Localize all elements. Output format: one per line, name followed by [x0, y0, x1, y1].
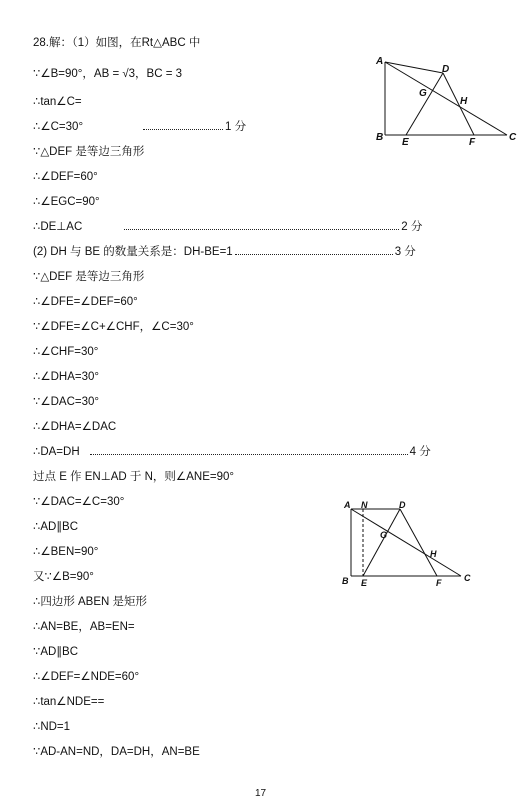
point-label-b: B: [342, 576, 349, 586]
solution-line: ∵△DEF 是等边三角形: [33, 146, 145, 158]
solution-line: ∵AD∥BC: [33, 646, 79, 658]
solution-line: ∴tan∠C=: [33, 96, 82, 108]
solution-line: 28.解：（1）如图，在Rt△ABC 中: [33, 37, 201, 49]
point-label-g: G: [419, 88, 427, 99]
solution-line: ∵∠DAC=30°: [33, 396, 100, 408]
solution-line: ∴∠DHA=∠DAC: [33, 421, 117, 433]
segment-de: [406, 73, 443, 135]
solution-line: (2) DH 与 BE 的数量关系是：DH-BE=1 3 分: [33, 246, 416, 258]
solution-line: ∴AD∥BC: [33, 521, 79, 533]
point-label-e: E: [361, 578, 368, 588]
solution-line: ∴∠DHA=30°: [33, 371, 100, 383]
solution-line: ∴∠DFE=∠DEF=60°: [33, 296, 138, 308]
solution-line: ∵∠DAC=∠C=30°: [33, 496, 125, 508]
point-label-e: E: [402, 137, 409, 148]
geometry-figure-1: [370, 52, 520, 152]
solution-line: ∴DE⊥AC 2 分: [33, 221, 423, 233]
score-mark: 3 分: [394, 246, 416, 258]
point-label-h: H: [430, 549, 437, 559]
point-label-h: H: [460, 96, 468, 107]
solution-line: ∵△DEF 是等边三角形: [33, 271, 145, 283]
leader-dots: [90, 448, 408, 455]
solution-line: ∴∠DEF=60°: [33, 171, 98, 183]
score-mark: 4 分: [409, 446, 431, 458]
point-label-a: A: [344, 500, 351, 510]
point-label-c: C: [509, 132, 517, 143]
solution-line: ∴四边形 ABEN 是矩形: [33, 596, 148, 608]
point-label-c: C: [464, 573, 471, 583]
score-mark: 1 分: [225, 121, 247, 133]
point-label-n: N: [361, 500, 368, 510]
point-label-d: D: [442, 64, 450, 75]
solution-line: ∴ND=1: [33, 721, 71, 733]
point-label-g: G: [380, 530, 388, 540]
point-label-a: A: [376, 56, 384, 67]
geometry-figure-2: [335, 495, 480, 590]
solution-line: ∴AN=BE，AB=EN=: [33, 621, 135, 633]
point-label-b: B: [376, 132, 384, 143]
solution-line: 过点 E 作 EN⊥AD 于 N，则∠ANE=90°: [33, 471, 234, 483]
solution-line: ∴DA=DH 4 分: [33, 446, 431, 458]
solution-line: ∴∠CHF=30°: [33, 346, 99, 358]
point-label-d: D: [399, 500, 406, 510]
leader-dots: [235, 248, 393, 255]
point-label-f: F: [469, 137, 476, 148]
solution-line: ∴∠DEF=∠NDE=60°: [33, 671, 140, 683]
solution-line: ∴∠BEN=90°: [33, 546, 99, 558]
score-mark: 2 分: [401, 221, 423, 233]
solution-line: ∴∠EGC=90°: [33, 196, 100, 208]
leader-dots: [143, 123, 223, 130]
solution-line: ∵∠DFE=∠C+∠CHF，∠C=30°: [33, 321, 194, 333]
solution-line: ∵∠B=90°，AB = √3，BC = 3: [33, 68, 183, 80]
point-label-f: F: [436, 578, 442, 588]
solution-line: ∵AD-AN=ND，DA=DH，AN=BE: [33, 746, 200, 758]
solution-line: ∴∠C=30° 1 分: [33, 121, 247, 133]
segment-df: [443, 73, 474, 135]
page-number: 17: [254, 788, 267, 799]
solution-line: ∴tan∠NDE==: [33, 696, 105, 708]
segment-de: [363, 509, 400, 576]
leader-dots: [124, 223, 399, 230]
solution-line: 又∵∠B=90°: [33, 571, 94, 583]
